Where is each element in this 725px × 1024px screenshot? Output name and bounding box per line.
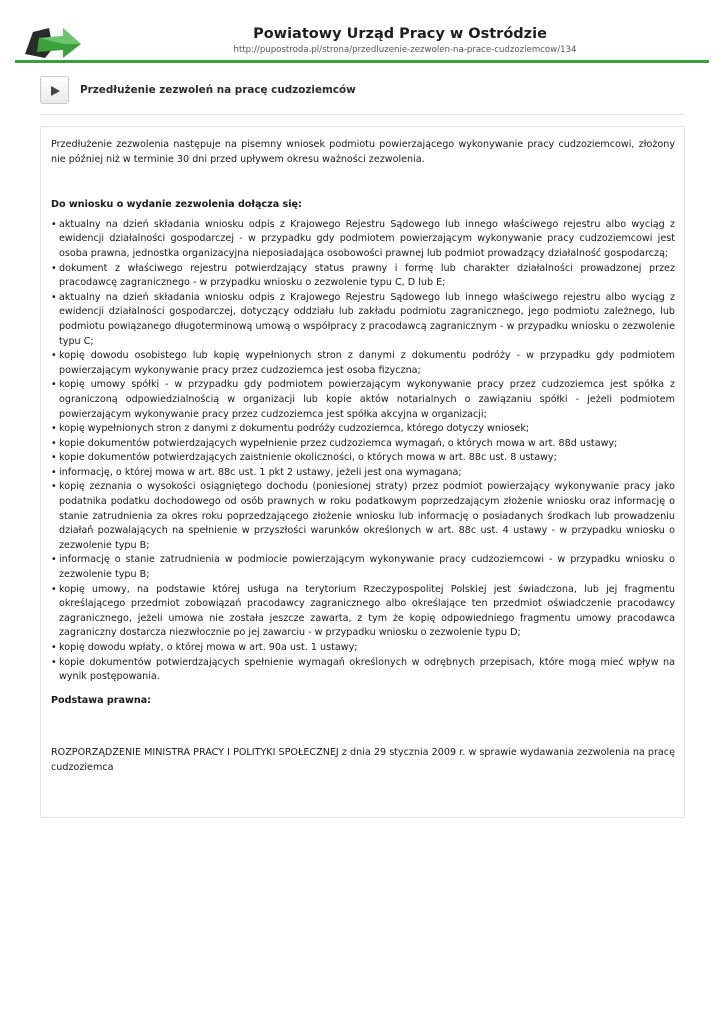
- list-item: • informację, o której mowa w art. 88c ust. 1 pkt 2 ustawy, jeżeli jest ona wymagana;: [51, 466, 675, 481]
- list-item: • informację o stanie zatrudnienia w podmiocie powierzającym wykonywanie pracy cudzoziemcowi - w przypadku wniosku o zezwolenie typu B;: [51, 553, 675, 582]
- list-item: • aktualny na dzień składania wniosku odpis z Krajowego Rejestru Sądowego lub innego właściwego rejestru albo wyciąg z ewidencji działalności gospodarczej - w przypadku gdy podmiotem powierzającym wykonywanie pracy cudzoziemcowi jest osoba prawna, jednostka organizacyjna nieposiadająca osobowości prawnej lub podmiot prowadzący działalność gospodarczą;: [51, 218, 675, 262]
- list-item: • aktualny na dzień składania wniosku odpis z Krajowego Rejestru Sądowego lub innego właściwego rejestru albo wyciąg z ewidencji działalności gospodarczej, dotyczący oddziału lub zakładu podmiotu zagranicznego, jego podmiotu zależnego, lub podmiotu powiązanego długoterminową umową o współpracy z pracodawcą zagranicznym - w przypadku wniosku o zezwolenie typu C;: [51, 291, 675, 349]
- list-item: • kopie dokumentów potwierdzających spełnienie wymagań określonych w odrębnych przepisach, które mogą mieć wpływ na wynik postępowania.: [51, 656, 675, 685]
- list-item: • dokument z właściwego rejestru potwierdzający status prawny i formę lub charakter działalności prowadzonej przez pracodawcę zagranicznego - w przypadku wniosku o zezwolenie typu C, D lub E;: [51, 262, 675, 291]
- list-item: • kopię zeznania o wysokości osiągniętego dochodu (poniesionej straty) przez podmiot powierzający wykonywanie pracy jako podatnika podatku dochodowego od osób prawnych w roku podatkowym poprzedzającym złożenie wniosku oraz informację o stanie zatrudnienia za okres roku poprzedzającego złożenie wniosku lub informację o posiadanych środkach lub prowadzeniu działań pozwalających na spełnienie w przyszłości warunków określonych w art. 88c ust. 4 ustawy - w przypadku wniosku o zezwolenie typu B;: [51, 480, 675, 553]
- list-item: • kopie dokumentów potwierdzających zaistnienie okoliczności, o których mowa w art. 88c ust. 8 ustawy;: [51, 451, 675, 466]
- list-item: • kopię umowy, na podstawie której usługa na terytorium Rzeczypospolitej Polskiej jest świadczona, lub jej fragmentu określającego przedmiot zobowiązań pracodawcy zagranicznego albo określające ten przedmiot oświadczenie pracodawcy zagranicznego, jeżeli umowa nie została jeszcze zawarta, z tym że kopię odpowiedniego fragmentu umowy pracodawca zagraniczny dostarcza niezwłocznie po jej zawarciu - w przypadku wniosku o zezwolenie typu D;: [51, 583, 675, 641]
- list-item: • kopię dowodu osobistego lub kopię wypełnionych stron z danymi z dokumentu podróży - w przypadku gdy podmiotem powierzającym wykonywanie pracy przez cudzoziemca jest osoba fizyczna;: [51, 349, 675, 378]
- page-title: Przedłużenie zezwoleń na pracę cudzoziemców: [80, 84, 356, 96]
- page-heading-bar: [40, 76, 684, 106]
- heading-divider: [40, 114, 684, 115]
- page-url: http://pupostroda.pl/strona/przedluzenie-zezwolen-na-prace-cudzoziemcow/134: [233, 45, 577, 55]
- site-title: Powiatowy Urząd Pracy w Ostródzie: [253, 26, 547, 42]
- legal-basis-text: ROZPORZĄDZENIE MINISTRA PRACY I POLITYKI SPOŁECZNEJ z dnia 29 stycznia 2009 r. w sprawie wydawania zezwolenia na pracę cudzoziemca: [51, 747, 675, 773]
- legal-basis-heading: Podstawa prawna:: [51, 694, 152, 706]
- list-item: • kopie dokumentów potwierdzających wypełnienie przez cudzoziemca wymagań, o których mowa w art. 88d ustawy;: [51, 437, 675, 452]
- requirements-list: [51, 218, 675, 685]
- article-content: [40, 126, 685, 818]
- list-item: • kopię umowy spółki - w przypadku gdy podmiotem powierzającym wykonywanie pracy przez cudzoziemca jest spółka z ograniczoną odpowiedzialnością w organizacji lub kopie aktów notarialnych o zawiązaniu spółki - jeżeli podmiotem powierzającym wykonywanie pracy przez cudzoziemca jest spółka akcyjna w organizacji;: [51, 378, 675, 422]
- intro-paragraph: Przedłużenie zezwolenia następuje na pisemny wniosek podmiotu powierzającego wykonywanie pracy cudzoziemcowi, złożony nie później niż w terminie 30 dni przed upływem okresu ważności zezwolenia.: [51, 139, 675, 165]
- list-item: • kopię dowodu wpłaty, o której mowa w art. 90a ust. 1 ustawy;: [51, 641, 675, 656]
- list-item: • kopię wypełnionych stron z danymi z dokumentu podróży cudzoziemca, którego dotyczy wniosek;: [51, 422, 675, 437]
- play-arrow-icon[interactable]: [40, 76, 69, 104]
- requirements-heading: Do wniosku o wydanie zezwolenia dołącza się:: [51, 199, 302, 211]
- header-divider: [15, 60, 709, 63]
- site-header: [15, 18, 709, 64]
